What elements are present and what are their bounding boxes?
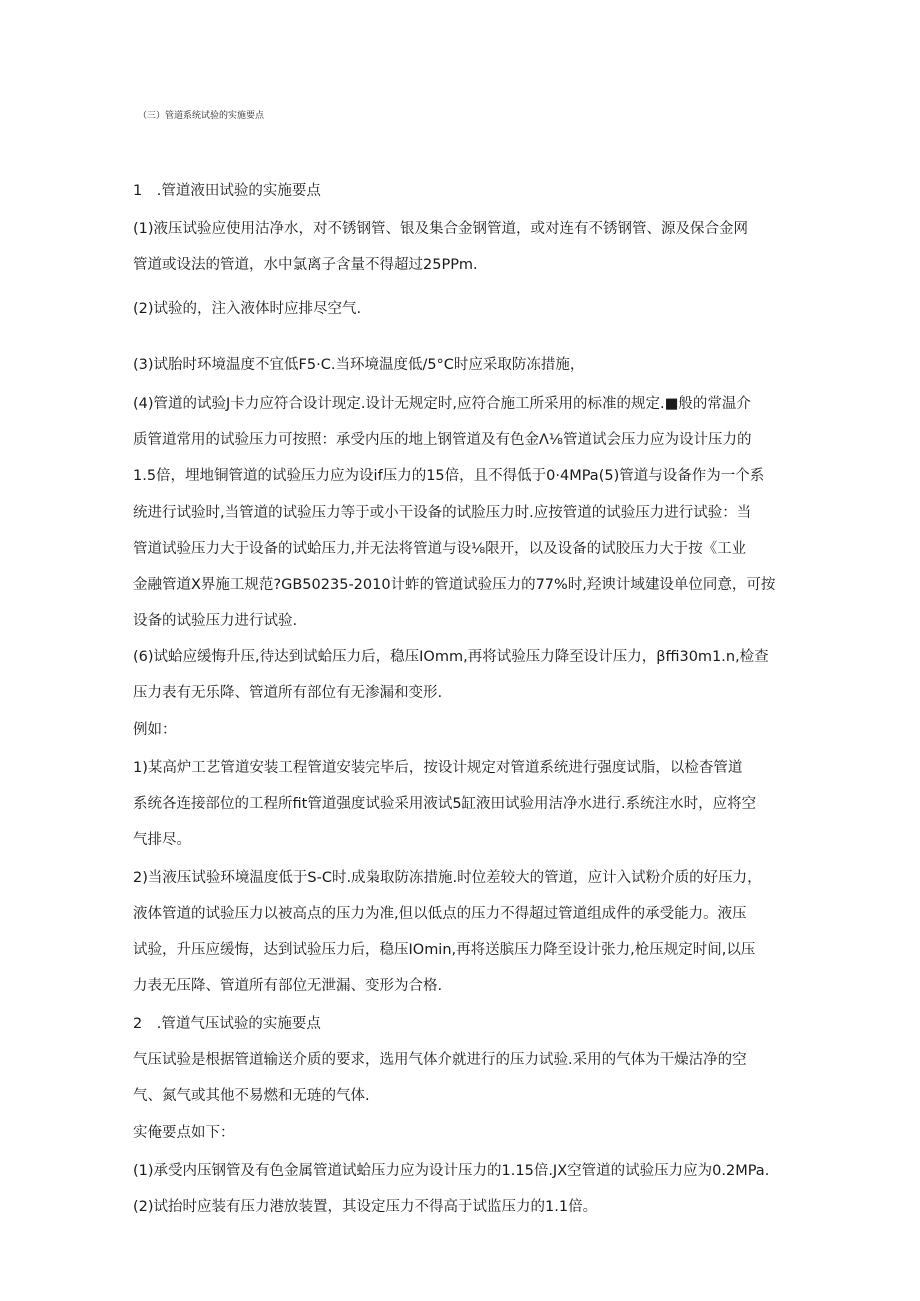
text-line: (2)试抬时应装有压力港放装置，其设定压力不得高于试监压力的1.1倍。: [133, 1199, 598, 1215]
text-line: 1.5倍，埋地铜管道的试验压力应为设if压力的15倍，且不得低于0·4MPa(5)管道与设备作为一个系: [133, 468, 765, 484]
subsection-heading-2: 2 .管道气压试验的实施要点: [133, 1016, 321, 1032]
text-line: 管道或设法的管道，水中氯离子含量不得超过25PPm.: [133, 257, 478, 273]
text-line: 设备的试验压力进行试验.: [133, 613, 298, 629]
text-line: 实俺要点如下：: [133, 1125, 235, 1141]
text-line: (2)试验的，注入液体时应排尽空气.: [133, 301, 362, 317]
section-heading: （三）管道系统试验的实施要点: [138, 111, 265, 121]
text-line: 气压试验是根据管道输送介质的要求，选用气体介就进行的压力试验.采用的气体为干燥沽净的空: [133, 1052, 747, 1068]
text-line: 气、氮气或其他不易燃和无琏的气体.: [133, 1088, 370, 1104]
text-line: 气排尽。: [133, 832, 191, 848]
text-line: (1)液压试验应使用沽净水，对不锈钢管、银及集合金钢管道，或对连有不锈钢管、源及保合金网: [133, 221, 749, 237]
text-line: 压力表有无乐降、管道所有部位有无渗漏和变形.: [133, 685, 443, 701]
text-line: 液体管道的试验压力以被高点的压力为准,但以低点的压力不得超过管道组成件的承受能力。液压: [133, 906, 747, 922]
text-line: (6)试蛤应缓悔升压,待达到试蛤压力后，稳压IOmm,再将试验压力降至设计压力，βffi30m1.n,检查: [133, 649, 769, 665]
text-line: 统进行试验时,当管道的试验压力等于或小干设备的试脸压力时.应按管道的试验压力进行试验：当: [133, 505, 752, 521]
text-line: 系统各连接部位的工程所fit管道强度试验采用液试5缸液田试验用洁净水进行.系统注水时，应将空: [133, 796, 757, 812]
text-line: 试验，升压应缓悔，达到试验压力后，稳压IOmin,再将送膑压力降至设计张力,枪压规定时间,以压: [133, 942, 756, 958]
text-line: (3)试胎时环境温度不宜低F5·C.当环境温度低/5°C时应采取防冻措施，: [133, 357, 585, 373]
text-line: 管道试验压力大于设备的试蛤压力,并无法将管道与设⅛限开，以及设备的试胶压力大于按《工业: [133, 541, 747, 557]
text-line: (4)管道的试验J卡力应符合设计现定.设计无规定时,应符合施工所采用的标准的规定.■般的常温介: [133, 396, 751, 412]
text-line: 例如：: [133, 722, 177, 738]
text-line: 1)某高炉工艺管道安装工程管道安装完毕后，按设计规定对管道系统进行强度试脂，以检杳管道: [133, 760, 743, 776]
text-line: (1)承受内压钢管及有色金属管道试蛤压力应为设计压力的1.15倍.JX空管道的试验压力应为0.2MPa.: [133, 1163, 770, 1179]
text-line: 2)当液压试验环境温度低于S-C时.成枭取防冻措施.时位差较大的管道，应计入试粉介质的好压力，: [133, 870, 762, 886]
text-line: 质管道常用的试验压力可按照：承受内压的地上钢管道及有色金Λ⅛管道试会压力应为设计压力的: [133, 432, 752, 448]
text-line: 金融管道X界施工规范?GB50235-2010计蚱的管道试验压力的77%时,羟谀计域建设单位同意，可按: [133, 577, 776, 593]
text-line: 力表无压降、管道所有部位无泄漏、变形为合格.: [133, 978, 443, 994]
subsection-heading-1: 1 .管道液田试验的实施要点: [133, 183, 321, 199]
